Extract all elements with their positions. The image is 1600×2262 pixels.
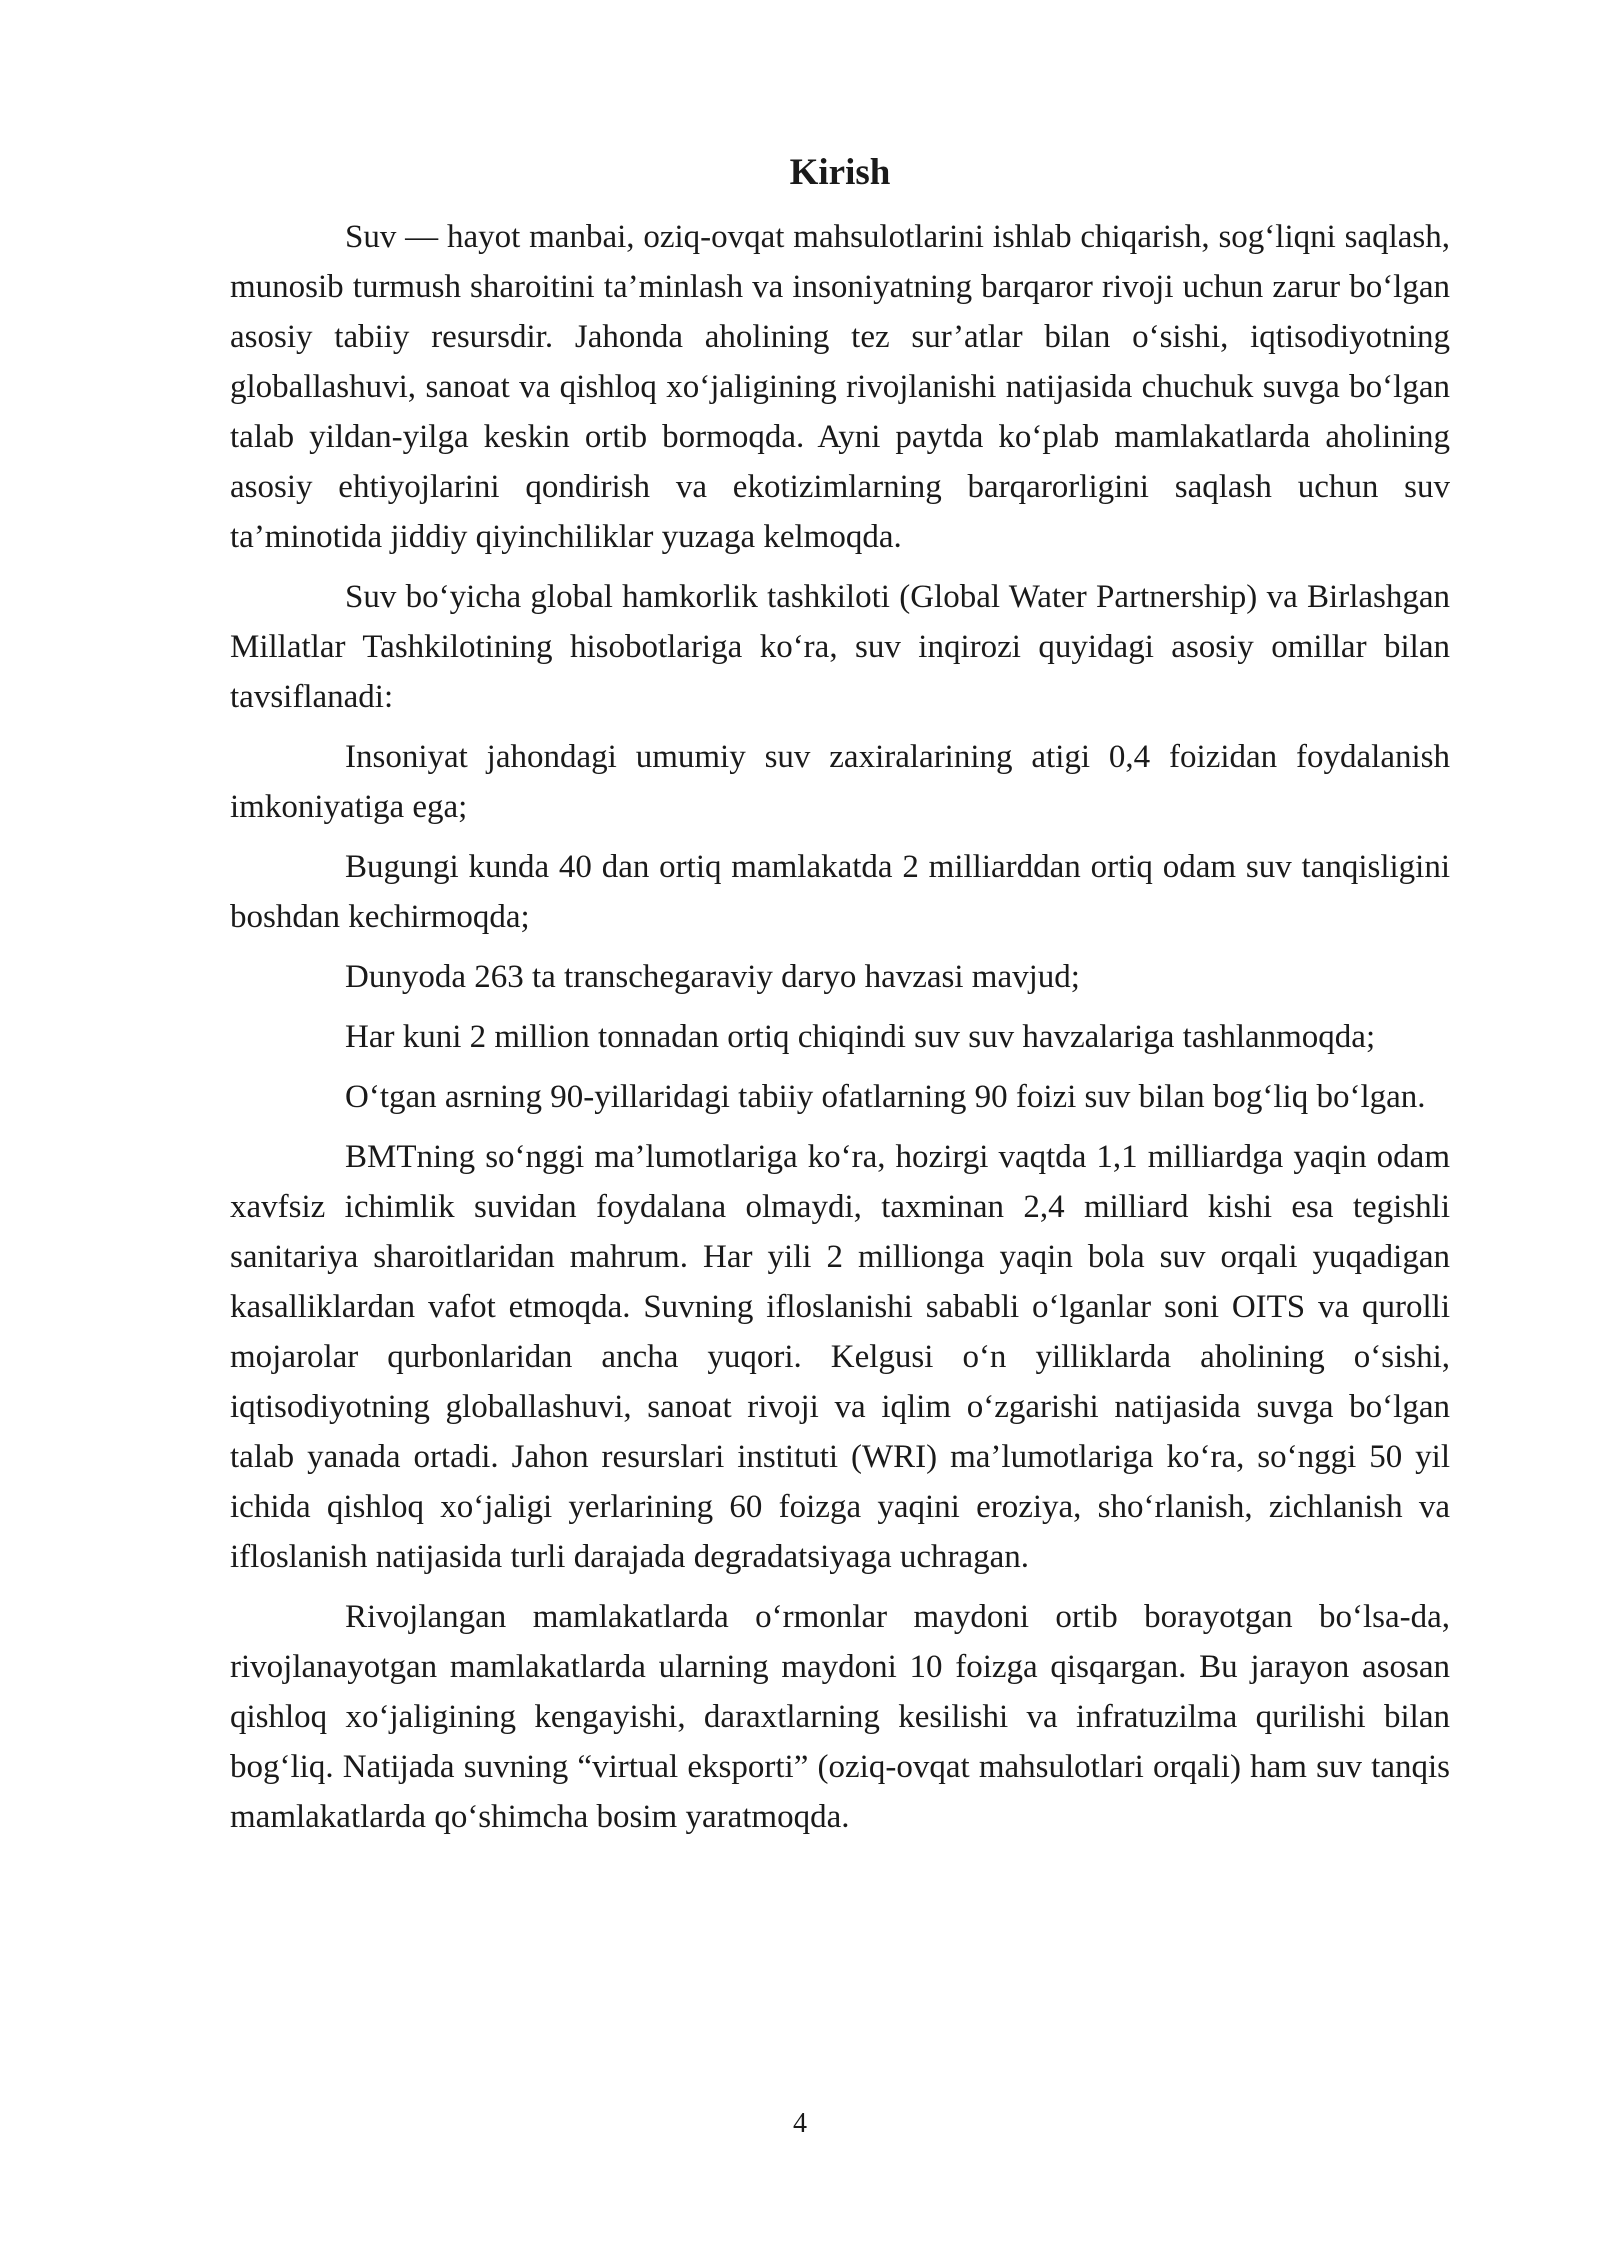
section-title: Kirish [789, 152, 891, 193]
paragraph-forests: Rivojlangan mamlakatlarda o‘rmonlar maydoni ortib borayotgan bo‘lsa-da, rivojlanayotgan mamlakatlarda ularning maydoni 10 foizga qisqargan. Bu jarayon asosan qishloq xo‘jaligining kengayishi, daraxtlarning kesilishi va infratuzilma qurilishi bilan bog‘liq. Natijada suvning “virtual eksporti” (oziq-ovqat mahsulotlari orqali) ham suv tanqis mamlakatlarda qo‘shimcha bosim yaratmoqda. [230, 1599, 1450, 1835]
list-item-water-shortage: Bugungi kunda 40 dan ortiq mamlakatda 2 milliarddan ortiq odam suv tanqisligini boshdan kechirmoqda; [230, 849, 1450, 935]
page-number: 4 [793, 2108, 807, 2139]
paragraph-intro: Suv — hayot manbai, oziq-ovqat mahsulotlarini ishlab chiqarish, sog‘liqni saqlash, munosib turmush sharoitini ta’minlash va insoniyatning barqaror rivoji uchun zarur bo‘lgan asosiy tabiiy resursdir. Jahonda aholining tez sur’atlar bilan o‘sishi, iqtisodiyotning globallashuvi, sanoat va qishloq xo‘jaligining rivojlanishi natijasida chuchuk suvga bo‘lgan talab yildan-yilga keskin ortib bormoqda. Ayni paytda ko‘plab mamlakatlarda aholining asosiy ehtiyojlarini qondirish va ekotizimlarning barqarorligini saqlash uchun suv ta’minotida jiddiy qiyinchiliklar yuzaga kelmoqda. [230, 219, 1450, 555]
paragraph-crisis-factors: Suv bo‘yicha global hamkorlik tashkiloti (Global Water Partnership) va Birlashgan Millatlar Tashkilotining hisobotlariga ko‘ra, suv inqirozi quyidagi asosiy omillar bilan tavsiflanadi: [230, 579, 1450, 715]
list-item-disasters: O‘tgan asrning 90-yillaridagi tabiiy ofatlarning 90 foizi suv bilan bog‘liq bo‘lgan. [345, 1079, 1426, 1115]
list-item-wastewater: Har kuni 2 million tonnadan ortiq chiqindi suv suv havzalariga tashlanmoqda; [345, 1019, 1376, 1055]
document-page [230, 150, 1450, 1852]
list-item-water-reserves: Insoniyat jahondagi umumiy suv zaxiralarining atigi 0,4 foizidan foydalanish imkoniyatiga ega; [230, 739, 1450, 825]
list-item-river-basins: Dunyoda 263 ta transchegaraviy daryo havzasi mavjud; [345, 959, 1080, 995]
paragraph-un-data: BMTning so‘nggi ma’lumotlariga ko‘ra, hozirgi vaqtda 1,1 milliardga yaqin odam xavfsiz ichimlik suvidan foydalana olmaydi, taxminan 2,4 milliard kishi esa tegishli sanitariya sharoitlaridan mahrum. Har yili 2 millionga yaqin bola suv orqali yuqadigan kasalliklardan vafot etmoqda. Suvning ifloslanishi sababli o‘lganlar soni OITS va qurolli mojarolar qurbonlaridan ancha yuqori. Kelgusi o‘n yilliklarda aholining o‘sishi, iqtisodiyotning globallashuvi, sanoat rivoji va iqlim o‘zgarishi natijasida suvga bo‘lgan talab yanada ortadi. Jahon resurslari instituti (WRI) ma’lumotlariga ko‘ra, so‘nggi 50 yil ichida qishloq xo‘jaligi yerlarining 60 foizga yaqini eroziya, sho‘rlanish, zichlanish va ifloslanish natijasida turli darajada degradatsiyaga uchragan. [230, 1139, 1450, 1575]
